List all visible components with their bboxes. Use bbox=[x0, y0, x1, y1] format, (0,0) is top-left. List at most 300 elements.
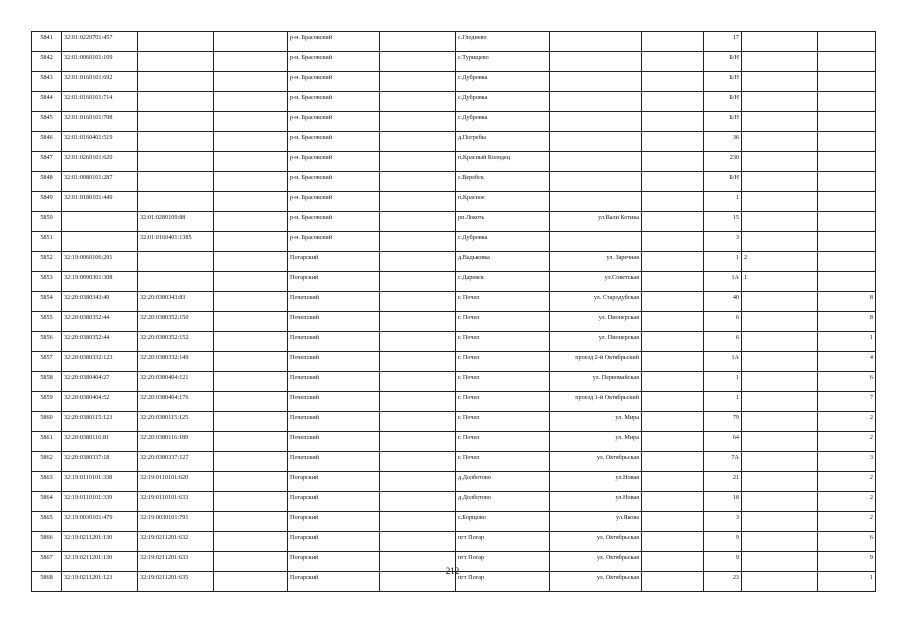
table-cell: ул. Стародубская bbox=[550, 292, 642, 312]
table-cell bbox=[642, 112, 704, 132]
table-cell: 5863 bbox=[32, 472, 62, 492]
table-cell: 32:20:0380352:150 bbox=[138, 312, 214, 332]
table-cell: р-н. Брасовский bbox=[288, 232, 380, 252]
table-cell: п.Красный Колодец bbox=[456, 152, 550, 172]
table-cell bbox=[818, 212, 876, 232]
table-cell: 64 bbox=[704, 432, 742, 452]
table-cell: с.Дубровка bbox=[456, 72, 550, 92]
table-cell: 9 bbox=[818, 552, 876, 572]
table-cell bbox=[214, 92, 288, 112]
table-cell: 5851 bbox=[32, 232, 62, 252]
table-cell: 5846 bbox=[32, 132, 62, 152]
table-cell bbox=[62, 212, 138, 232]
table-cell: с.Турищево bbox=[456, 52, 550, 72]
table-cell: 32:01:0160101:714 bbox=[62, 92, 138, 112]
table-cell bbox=[742, 92, 818, 112]
table-cell bbox=[380, 332, 456, 352]
table-cell: 5857 bbox=[32, 352, 62, 372]
table-cell: ул. Октябрьская bbox=[550, 532, 642, 552]
table-cell bbox=[742, 192, 818, 212]
table-cell bbox=[742, 372, 818, 392]
table-cell: 32:19:0211201:633 bbox=[138, 552, 214, 572]
table-row bbox=[32, 452, 876, 472]
table-cell: 3 bbox=[704, 232, 742, 252]
table-cell: 23 bbox=[704, 572, 742, 592]
table-row bbox=[32, 332, 876, 352]
table-cell bbox=[380, 492, 456, 512]
table-cell bbox=[380, 52, 456, 72]
table-cell bbox=[214, 112, 288, 132]
table-cell bbox=[380, 432, 456, 452]
table-cell: с.Веребск bbox=[456, 172, 550, 192]
table-cell bbox=[380, 352, 456, 372]
table-row bbox=[32, 432, 876, 452]
table-cell bbox=[214, 172, 288, 192]
table-cell: г. Почеп bbox=[456, 432, 550, 452]
table-cell bbox=[642, 392, 704, 412]
table-cell: Почепский bbox=[288, 452, 380, 472]
table-cell: проезд 1-й Октябрьский bbox=[550, 392, 642, 412]
table-cell: г. Почеп bbox=[456, 392, 550, 412]
table-cell bbox=[818, 52, 876, 72]
table-cell: р-н. Брасовский bbox=[288, 152, 380, 172]
table-cell: Погарский bbox=[288, 552, 380, 572]
table-cell: ул. Октябрьская bbox=[550, 572, 642, 592]
table-row bbox=[32, 512, 876, 532]
table-cell: 32:20:0380343:49 bbox=[62, 292, 138, 312]
table-cell: 32:20:0380404:121 bbox=[138, 372, 214, 392]
table-cell bbox=[380, 212, 456, 232]
table-cell: ул. Мира bbox=[550, 412, 642, 432]
table-cell: 5856 bbox=[32, 332, 62, 352]
table-cell bbox=[380, 92, 456, 112]
table-cell: р-н. Брасовский bbox=[288, 72, 380, 92]
table-cell bbox=[742, 392, 818, 412]
table-cell: 2 bbox=[818, 432, 876, 452]
table-cell bbox=[380, 192, 456, 212]
table-cell: 36 bbox=[704, 132, 742, 152]
table-cell bbox=[550, 112, 642, 132]
table-cell: 32:19:0110101:620 bbox=[138, 472, 214, 492]
table-cell: 32:20:0380116:81 bbox=[62, 432, 138, 452]
table-cell: д.Вадьковка bbox=[456, 252, 550, 272]
table-cell: ул. Первомайская bbox=[550, 372, 642, 392]
table-cell: 32:20:0380343:83 bbox=[138, 292, 214, 312]
table-row bbox=[32, 392, 876, 412]
table-cell: 1 bbox=[704, 192, 742, 212]
table-cell bbox=[550, 72, 642, 92]
table-row bbox=[32, 192, 876, 212]
table-cell: 5845 bbox=[32, 112, 62, 132]
table-cell bbox=[642, 452, 704, 472]
table-cell: 1 bbox=[704, 252, 742, 272]
table-cell bbox=[642, 292, 704, 312]
table-row bbox=[32, 32, 876, 52]
table-cell: 5849 bbox=[32, 192, 62, 212]
table-cell bbox=[550, 132, 642, 152]
table-cell: Почепский bbox=[288, 332, 380, 352]
table-cell: г. Почеп bbox=[456, 352, 550, 372]
table-cell bbox=[742, 212, 818, 232]
table-cell: Погарский bbox=[288, 492, 380, 512]
table-cell bbox=[818, 112, 876, 132]
table-cell: пгт Погар bbox=[456, 532, 550, 552]
table-cell: 1 bbox=[818, 332, 876, 352]
table-cell: 3 bbox=[704, 512, 742, 532]
table-cell: 5854 bbox=[32, 292, 62, 312]
table-cell bbox=[214, 532, 288, 552]
table-cell bbox=[742, 152, 818, 172]
table-row bbox=[32, 232, 876, 252]
table-cell: Погарский bbox=[288, 472, 380, 492]
table-cell: 32:19:0211201:635 bbox=[138, 572, 214, 592]
table-cell bbox=[138, 192, 214, 212]
table-cell: 3 bbox=[818, 452, 876, 472]
table-cell: г. Почеп bbox=[456, 312, 550, 332]
table-cell: 32:20:0380404:27 bbox=[62, 372, 138, 392]
table-cell: 1 bbox=[704, 392, 742, 412]
table-cell: д.Долботово bbox=[456, 472, 550, 492]
table-cell bbox=[214, 492, 288, 512]
table-cell bbox=[642, 72, 704, 92]
table-cell: 32:20:0380337:127 bbox=[138, 452, 214, 472]
table-cell bbox=[550, 152, 642, 172]
table-cell: 5843 bbox=[32, 72, 62, 92]
table-cell: 8 bbox=[818, 312, 876, 332]
table-cell bbox=[380, 172, 456, 192]
table-cell: 32:20:0380115:123 bbox=[62, 412, 138, 432]
table-cell: 5865 bbox=[32, 512, 62, 532]
table-cell: 32:01:0160401:1385 bbox=[138, 232, 214, 252]
table-cell bbox=[550, 172, 642, 192]
table-cell: 5848 bbox=[32, 172, 62, 192]
table-cell bbox=[138, 152, 214, 172]
table-cell bbox=[818, 152, 876, 172]
table-cell: ул.Вали Котика bbox=[550, 212, 642, 232]
table-cell: 5868 bbox=[32, 572, 62, 592]
table-cell: Почепский bbox=[288, 352, 380, 372]
table-cell: Погарский bbox=[288, 252, 380, 272]
table-cell: 6 bbox=[704, 332, 742, 352]
table-cell: р-н. Брасовский bbox=[288, 172, 380, 192]
table-cell: 5861 bbox=[32, 432, 62, 452]
table-cell bbox=[742, 352, 818, 372]
table-cell: 32:20:0380352:44 bbox=[62, 312, 138, 332]
table-cell: Погарский bbox=[288, 512, 380, 532]
table-cell bbox=[138, 112, 214, 132]
table-cell bbox=[818, 232, 876, 252]
table-cell: 6 bbox=[818, 532, 876, 552]
table-cell: р-н. Брасовский bbox=[288, 52, 380, 72]
table-cell: 32:01:0080101:287 bbox=[62, 172, 138, 192]
table-cell bbox=[214, 412, 288, 432]
table-cell bbox=[642, 472, 704, 492]
table-cell: с.Борщово bbox=[456, 512, 550, 532]
table-cell bbox=[380, 32, 456, 52]
table-cell: 32:01:0060101:109 bbox=[62, 52, 138, 72]
table-cell: ул.Новая bbox=[550, 492, 642, 512]
table-row bbox=[32, 132, 876, 152]
table-cell: 32:01:0180101:449 bbox=[62, 192, 138, 212]
table-cell bbox=[642, 512, 704, 532]
table-cell: Погарский bbox=[288, 572, 380, 592]
table-cell bbox=[818, 272, 876, 292]
table-cell bbox=[380, 452, 456, 472]
table-cell: с.Дубровка bbox=[456, 232, 550, 252]
table-cell: 5844 bbox=[32, 92, 62, 112]
table-cell bbox=[214, 272, 288, 292]
table-cell bbox=[138, 32, 214, 52]
table-cell: ул. Октябрьская bbox=[550, 452, 642, 472]
table-row bbox=[32, 252, 876, 272]
table-cell: 32:01:0260101:620 bbox=[62, 152, 138, 172]
table-cell bbox=[214, 192, 288, 212]
table-row bbox=[32, 72, 876, 92]
table-row bbox=[32, 532, 876, 552]
table-cell: 9 bbox=[704, 552, 742, 572]
table-cell bbox=[550, 52, 642, 72]
table-cell bbox=[214, 512, 288, 532]
table-cell: 32:20:0380352:44 bbox=[62, 332, 138, 352]
table-cell: р-н. Брасовский bbox=[288, 32, 380, 52]
table-cell: 5859 bbox=[32, 392, 62, 412]
table-cell: 2 bbox=[742, 252, 818, 272]
table-cell: 21 bbox=[704, 472, 742, 492]
table-cell: 6 bbox=[818, 372, 876, 392]
table-cell: 79 bbox=[704, 412, 742, 432]
table-cell: Б/Н bbox=[704, 52, 742, 72]
table-cell: 32:20:0380352:152 bbox=[138, 332, 214, 352]
table-cell: 32:19:0211201:130 bbox=[62, 552, 138, 572]
table-cell: 32:20:0380332:149 bbox=[138, 352, 214, 372]
table-row bbox=[32, 92, 876, 112]
table-cell: Б/Н bbox=[704, 72, 742, 92]
table-body bbox=[32, 32, 876, 592]
table-cell bbox=[380, 512, 456, 532]
table-cell: р-н. Брасовский bbox=[288, 132, 380, 152]
table-cell bbox=[380, 532, 456, 552]
table-cell bbox=[550, 192, 642, 212]
table-row bbox=[32, 112, 876, 132]
table-cell: ул. Заречная bbox=[550, 252, 642, 272]
table-cell bbox=[818, 72, 876, 92]
table-cell bbox=[642, 252, 704, 272]
table-cell: 9 bbox=[704, 532, 742, 552]
table-cell bbox=[642, 412, 704, 432]
table-cell bbox=[550, 92, 642, 112]
table-cell bbox=[642, 192, 704, 212]
table-cell: 1 bbox=[742, 272, 818, 292]
table-cell bbox=[380, 132, 456, 152]
table-cell bbox=[214, 232, 288, 252]
table-cell bbox=[214, 312, 288, 332]
table-cell bbox=[742, 72, 818, 92]
table-cell: проезд 2-й Октябрьский bbox=[550, 352, 642, 372]
table-cell bbox=[818, 132, 876, 152]
table-cell bbox=[214, 32, 288, 52]
table-cell: 32:19:0030101:479 bbox=[62, 512, 138, 532]
table-cell: 7 bbox=[818, 392, 876, 412]
table-cell: 2 bbox=[818, 412, 876, 432]
table-cell bbox=[214, 392, 288, 412]
table-cell: г. Почеп bbox=[456, 412, 550, 432]
table-cell bbox=[742, 112, 818, 132]
table-cell bbox=[642, 332, 704, 352]
table-cell: 32:20:0380404:52 bbox=[62, 392, 138, 412]
table-cell: г. Почеп bbox=[456, 332, 550, 352]
table-cell bbox=[380, 292, 456, 312]
table-cell bbox=[380, 252, 456, 272]
table-cell bbox=[642, 272, 704, 292]
table-cell: 7А bbox=[704, 452, 742, 472]
table-cell: ул. Пионерская bbox=[550, 332, 642, 352]
table-cell bbox=[742, 512, 818, 532]
table-cell bbox=[742, 412, 818, 432]
table-cell: ул. Пионерская bbox=[550, 312, 642, 332]
table-cell: Б/Н bbox=[704, 92, 742, 112]
table-cell: 5853 bbox=[32, 272, 62, 292]
table-cell bbox=[642, 492, 704, 512]
table-cell: 15 bbox=[704, 212, 742, 232]
table-cell: 32:19:0110101:338 bbox=[62, 472, 138, 492]
table-cell: ул. Октябрьская bbox=[550, 552, 642, 572]
table-cell bbox=[380, 272, 456, 292]
table-cell: 6 bbox=[704, 312, 742, 332]
table-cell: 32:19:0030101:791 bbox=[138, 512, 214, 532]
table-cell bbox=[380, 152, 456, 172]
table-cell: 32:01:0160101:692 bbox=[62, 72, 138, 92]
table-cell bbox=[214, 292, 288, 312]
table-cell bbox=[818, 172, 876, 192]
table-cell bbox=[742, 292, 818, 312]
table-cell bbox=[380, 392, 456, 412]
table-cell: с.Дубровка bbox=[456, 112, 550, 132]
table-cell: р-н. Брасовский bbox=[288, 92, 380, 112]
table-cell: 2 bbox=[818, 472, 876, 492]
table-cell bbox=[642, 312, 704, 332]
table-cell bbox=[642, 132, 704, 152]
table-cell: 1 bbox=[818, 572, 876, 592]
table-cell bbox=[138, 72, 214, 92]
table-cell: 2 bbox=[818, 492, 876, 512]
table-cell: 40 bbox=[704, 292, 742, 312]
table-cell: 2 bbox=[818, 512, 876, 532]
table-cell: Почепский bbox=[288, 432, 380, 452]
table-cell bbox=[214, 432, 288, 452]
table-cell: 32:20:0380337:18 bbox=[62, 452, 138, 472]
table-cell: 5866 bbox=[32, 532, 62, 552]
table-row bbox=[32, 372, 876, 392]
table-cell: 4 bbox=[818, 352, 876, 372]
table-cell: г. Почеп bbox=[456, 372, 550, 392]
table-cell: Почепский bbox=[288, 292, 380, 312]
table-row bbox=[32, 272, 876, 292]
table-cell: рп.Локоть bbox=[456, 212, 550, 232]
table-cell bbox=[642, 172, 704, 192]
table-cell: 1 bbox=[704, 372, 742, 392]
table-cell bbox=[642, 372, 704, 392]
table-cell bbox=[742, 132, 818, 152]
table-cell: 32:19:0211201:130 bbox=[62, 532, 138, 552]
table-cell: д.Долботово bbox=[456, 492, 550, 512]
table-cell bbox=[742, 452, 818, 472]
register-table bbox=[31, 31, 876, 592]
table-cell bbox=[214, 52, 288, 72]
table-cell: 5850 bbox=[32, 212, 62, 232]
table-cell bbox=[138, 172, 214, 192]
table-cell bbox=[138, 92, 214, 112]
table-cell bbox=[380, 232, 456, 252]
table-cell bbox=[138, 252, 214, 272]
table-cell bbox=[380, 412, 456, 432]
table-cell: Погарский bbox=[288, 272, 380, 292]
table-cell: 5841 bbox=[32, 32, 62, 52]
table-cell bbox=[214, 452, 288, 472]
table-cell bbox=[214, 332, 288, 352]
table-row bbox=[32, 292, 876, 312]
table-row bbox=[32, 352, 876, 372]
table-cell bbox=[62, 232, 138, 252]
table-cell: 32:20:0380404:176 bbox=[138, 392, 214, 412]
table-cell: р-н. Брасовский bbox=[288, 192, 380, 212]
table-cell: 32:19:0110101:339 bbox=[62, 492, 138, 512]
table-cell bbox=[742, 172, 818, 192]
table-cell bbox=[380, 312, 456, 332]
table-cell bbox=[380, 372, 456, 392]
table-cell bbox=[642, 92, 704, 112]
table-row bbox=[32, 52, 876, 72]
table-cell bbox=[642, 52, 704, 72]
table-cell: 17 bbox=[704, 32, 742, 52]
table-cell bbox=[742, 472, 818, 492]
table-cell: Б/Н bbox=[704, 112, 742, 132]
table-cell bbox=[642, 432, 704, 452]
table-cell: 32:19:0211201:123 bbox=[62, 572, 138, 592]
table-cell: 5858 bbox=[32, 372, 62, 392]
table-cell bbox=[550, 232, 642, 252]
table-cell bbox=[214, 472, 288, 492]
table-cell bbox=[642, 352, 704, 372]
table-row bbox=[32, 412, 876, 432]
table-cell bbox=[214, 212, 288, 232]
table-cell: с.Глоднево bbox=[456, 32, 550, 52]
table-cell bbox=[818, 252, 876, 272]
table-cell bbox=[642, 32, 704, 52]
table-cell: 8 bbox=[818, 292, 876, 312]
table-cell bbox=[380, 72, 456, 92]
table-cell: 230 bbox=[704, 152, 742, 172]
table-cell: пгт Погар bbox=[456, 552, 550, 572]
table-cell: 32:19:0060106:291 bbox=[62, 252, 138, 272]
table-cell: Б/Н bbox=[704, 172, 742, 192]
table-cell bbox=[818, 92, 876, 112]
table-cell: с.Даревск bbox=[456, 272, 550, 292]
table-cell: 32:19:0211201:632 bbox=[138, 532, 214, 552]
table-cell: 5862 bbox=[32, 452, 62, 472]
page-number: 212 bbox=[445, 566, 460, 576]
table-cell bbox=[742, 332, 818, 352]
table-cell: 5860 bbox=[32, 412, 62, 432]
table-cell bbox=[214, 152, 288, 172]
table-cell bbox=[742, 32, 818, 52]
table-cell: г. Почеп bbox=[456, 452, 550, 472]
table-cell bbox=[818, 192, 876, 212]
table-cell bbox=[742, 52, 818, 72]
table-cell bbox=[138, 52, 214, 72]
table-cell: Почепский bbox=[288, 392, 380, 412]
table-row bbox=[32, 152, 876, 172]
table-cell bbox=[642, 212, 704, 232]
